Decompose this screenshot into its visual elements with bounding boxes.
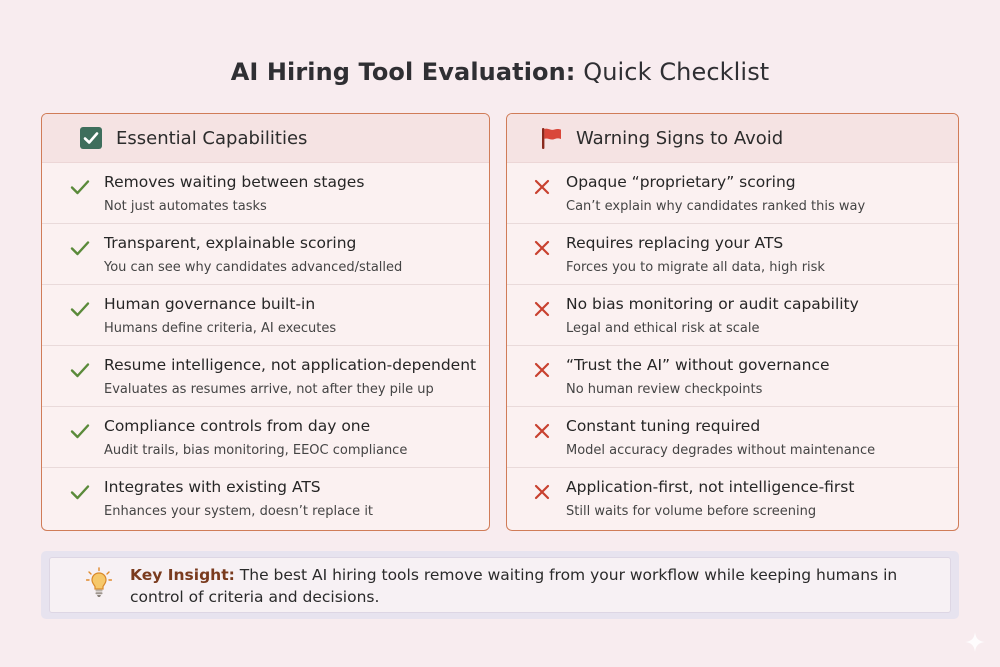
item-description: Not just automates tasks	[104, 199, 267, 214]
x-mark-icon	[532, 177, 552, 197]
warning-signs-panel	[506, 113, 959, 531]
item-description: Can’t explain why candidates ranked this way	[566, 199, 866, 214]
item-title: Human governance built-in	[104, 295, 316, 313]
item-title: “Trust the AI” without governance	[566, 356, 830, 374]
checkmark-icon	[70, 177, 90, 197]
x-mark-icon	[532, 299, 552, 319]
x-mark-icon	[532, 238, 552, 258]
checkbox-icon	[79, 126, 103, 150]
list-item	[507, 346, 958, 407]
item-title: Resume intelligence, not application-dependent	[104, 356, 477, 374]
panel-header	[42, 114, 489, 163]
sparkle-icon	[964, 631, 986, 653]
item-title: Requires replacing your ATS	[566, 234, 784, 252]
item-title: Application-first, not intelligence-first	[566, 478, 855, 496]
item-title: Transparent, explainable scoring	[104, 234, 357, 252]
item-title: Integrates with existing ATS	[104, 478, 321, 496]
panel-header	[507, 114, 958, 163]
lightbulb-icon	[86, 567, 112, 599]
list-item	[42, 407, 489, 468]
checkmark-icon	[70, 299, 90, 319]
item-description: Legal and ethical risk at scale	[566, 321, 760, 336]
list-item	[507, 224, 958, 285]
item-title: Constant tuning required	[566, 417, 761, 435]
item-description: Forces you to migrate all data, high risk	[566, 260, 825, 275]
item-title: Compliance controls from day one	[104, 417, 371, 435]
x-mark-icon	[532, 421, 552, 441]
list-item	[42, 163, 489, 224]
panel-heading: Essential Capabilities	[116, 127, 308, 149]
page-title	[0, 58, 1000, 86]
list-item	[507, 285, 958, 346]
list-item	[507, 407, 958, 468]
list-item	[42, 285, 489, 346]
list-item	[42, 468, 489, 529]
key-insight-label: Key Insight:	[130, 566, 235, 584]
title-bold: AI Hiring Tool Evaluation:	[230, 58, 576, 86]
item-description: Enhances your system, doesn’t replace it	[104, 504, 374, 519]
item-description: Evaluates as resumes arrive, not after they pile up	[104, 382, 434, 397]
key-insight-text	[130, 564, 910, 608]
checkmark-icon	[70, 482, 90, 502]
checkmark-icon	[70, 421, 90, 441]
item-description: No human review checkpoints	[566, 382, 763, 397]
item-title: Removes waiting between stages	[104, 173, 365, 191]
item-description: Still waits for volume before screening	[566, 504, 817, 519]
red-flag-icon	[539, 126, 563, 150]
x-mark-icon	[532, 360, 552, 380]
panel-heading: Warning Signs to Avoid	[576, 127, 784, 149]
list-item	[42, 346, 489, 407]
item-description: You can see why candidates advanced/stalled	[104, 260, 403, 275]
essential-capabilities-panel	[41, 113, 490, 531]
list-item	[42, 224, 489, 285]
item-description: Audit trails, bias monitoring, EEOC compliance	[104, 443, 408, 458]
list-item	[507, 468, 958, 529]
key-insight-box	[41, 551, 959, 619]
item-description: Model accuracy degrades without maintenance	[566, 443, 876, 458]
key-insight-body: The best AI hiring tools remove waiting from your workflow while keeping humans in control of criteria and decisions.	[130, 566, 898, 606]
title-rest: Quick Checklist	[583, 58, 770, 86]
checkmark-icon	[70, 360, 90, 380]
checkmark-icon	[70, 238, 90, 258]
item-title: No bias monitoring or audit capability	[566, 295, 859, 313]
item-description: Humans define criteria, AI executes	[104, 321, 337, 336]
key-insight-inner	[49, 557, 951, 613]
list-item	[507, 163, 958, 224]
x-mark-icon	[532, 482, 552, 502]
item-title: Opaque “proprietary” scoring	[566, 173, 796, 191]
